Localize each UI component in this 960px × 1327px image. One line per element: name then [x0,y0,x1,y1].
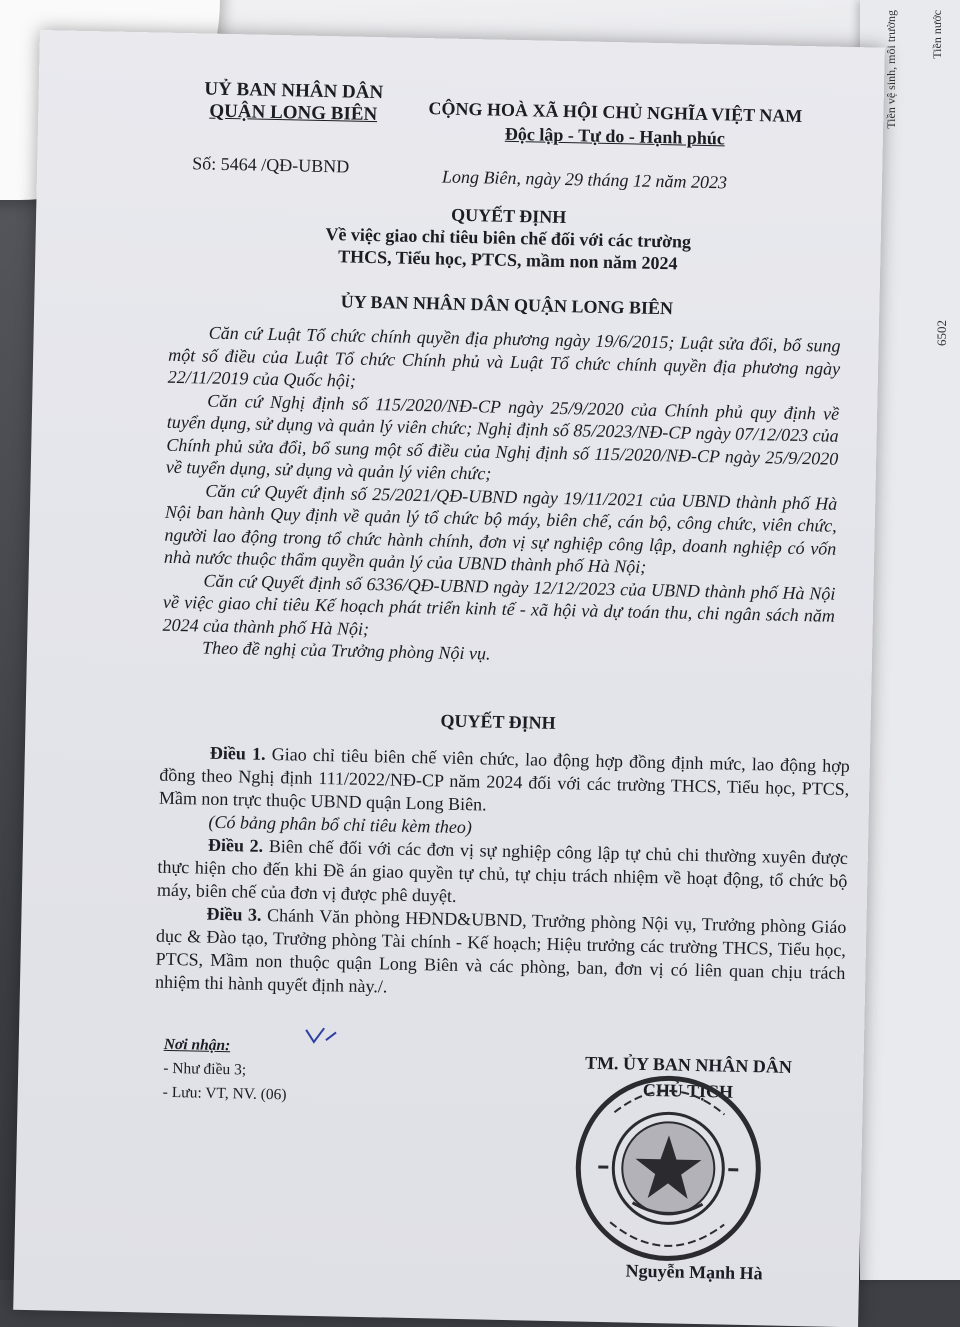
recipients [163,1033,288,1108]
issuing-authority [193,78,394,126]
nation-line-2: Độc lập - Tự do - Hạnh phúc [504,123,726,149]
official-seal [571,1071,765,1265]
decision-document [13,30,885,1327]
signature-line-2: CHỦ TỊCH [642,1079,734,1102]
side-sheet-col-sanitation: Tiền vệ sinh, môi trường [884,10,898,129]
article-2-text: Biên chế đối với các đơn vị sự nghiệp công lập tự chủ chi thường xuyên được thực hiện cho đến khi Đề án giao quyền tự chủ, tự chịu trách nhiệm về hoạt động, tổ chức bộ máy, biên chế của đơn vị được phê duyệt. [156,835,849,906]
basis-paragraph: Căn cứ Nghị định số 115/2020/NĐ-CP ngày 25/9/2020 của Chính phủ quy định về tuyển dụng, sử dụng và quản lý viên chức; Nghị định số 85/2023/NĐ-CP ngày 07/12/023 của Chính phủ sửa đổi, bổ sung một số điều của Nghị định số 115/2020/NĐ-CP ngày 25/9/2020 về tuyển dụng, sử dụng và quản lý viên chức; [165,390,840,484]
document-number: Số: 5464 /QĐ-UBND [192,153,350,177]
basis-paragraph: Căn cứ Quyết định số 6336/QĐ-UBND ngày 12/12/2023 của UBND thành phố Hà Nội về việc giao chỉ tiêu Kế hoạch phát triển kinh tế - xã hội và dự toán thu, chi ngân sách năm 2024 của thành phố Hà Nội; [162,570,836,639]
title-line-1: QUYẾT ĐỊNH [450,204,567,228]
recipient-item: - Như điều 3; [163,1059,247,1079]
article-3-text: Chánh Văn phòng HĐND&UBND, Trưởng phòng Nội vụ, Trưởng phòng Giáo dục & Đào tạo, Trưởng phòng Tài chính - Kế hoạch; Hiệu trưởng các trường THCS, Tiểu học, PTCS, Mầm non thuộc quận Long Biên và các phòng, ban, đơn vị có liên quan chịu trách nhiệm thi hành quyết định này./. [154,904,847,997]
title-line-3: THCS, Tiểu học, PTCS, mầm non năm 2024 [337,246,678,274]
basis-paragraph: Theo đề nghị của Trưởng phòng Nội vụ. [201,637,491,664]
article-1-text: Giao chỉ tiêu biên chế viên chức, lao động hợp đồng định mức, lao động hợp đồng theo Nghị định 111/2022/NĐ-CP năm 2024 đối với các trường THCS, Tiểu học, PTCS, Mầm non trực thuộc UBND quận Long Biên. [158,743,850,815]
issuing-body: ỦY BAN NHÂN DÂN QUẬN LONG BIÊN [340,291,674,319]
signature-line-1: TM. ỦY BAN NHÂN DÂN [584,1052,793,1077]
article-3 [155,902,847,1008]
legal-basis [162,321,841,672]
signer-name: Nguyễn Mạnh Hà [625,1260,763,1284]
nation-line-1: CỘNG HOÀ XÃ HỘI CHỦ NGHĨA VIỆT NAM [428,98,803,126]
initial-mark [302,1026,342,1047]
article-2-label: Điều 2. [207,834,264,856]
basis-paragraph: Căn cứ Quyết định số 25/2021/QĐ-UBND ngày 19/11/2021 của UBND thành phố Hà Nội ban hành Quy định về quản lý tổ chức bộ máy, biên chế, cán bộ, công chức, viên chức, người lao động trong tổ chức hành chính, đơn vị sự nghiệp công lập, doanh nghiệp có vốn nhà nước thuộc thẩm quyền quản lý của UBND thành phố Hà Nội; [163,480,838,577]
decision-heading: QUYẾT ĐỊNH [440,710,556,733]
org-line-1: UỶ BAN NHÂN DÂN [204,78,384,104]
document-title [140,197,876,278]
recipient-item: - Lưu: VT, NV. (06) [162,1083,287,1104]
org-line-2: QUẬN LONG BIÊN [209,100,378,126]
national-motto [405,96,826,153]
place-date: Long Biên, ngày 29 tháng 12 năm 2023 [441,166,728,193]
article-1-label: Điều 1. [209,742,266,764]
recipients-heading: Nơi nhận: [163,1035,231,1055]
articles [155,741,850,1008]
basis-paragraph: Căn cứ Luật Tổ chức chính quyền địa phương ngày 19/6/2015; Luật sửa đổi, bổ sung một số điều của Luật Tổ chức Chính phủ và Luật Tổ chức chính quyền địa phương ngày 22/11/2019 của Quốc hội; [167,322,841,391]
side-sheet-number: 6502 [934,320,949,346]
title-line-2: Về việc giao chỉ tiêu biên chế đối với các trường [325,224,692,252]
article-1-note: (Có bảng phân bổ chỉ tiêu kèm theo) [208,811,473,838]
article-3-label: Điều 3. [206,903,262,925]
side-sheet-col-water: Tiền nước [930,10,944,59]
